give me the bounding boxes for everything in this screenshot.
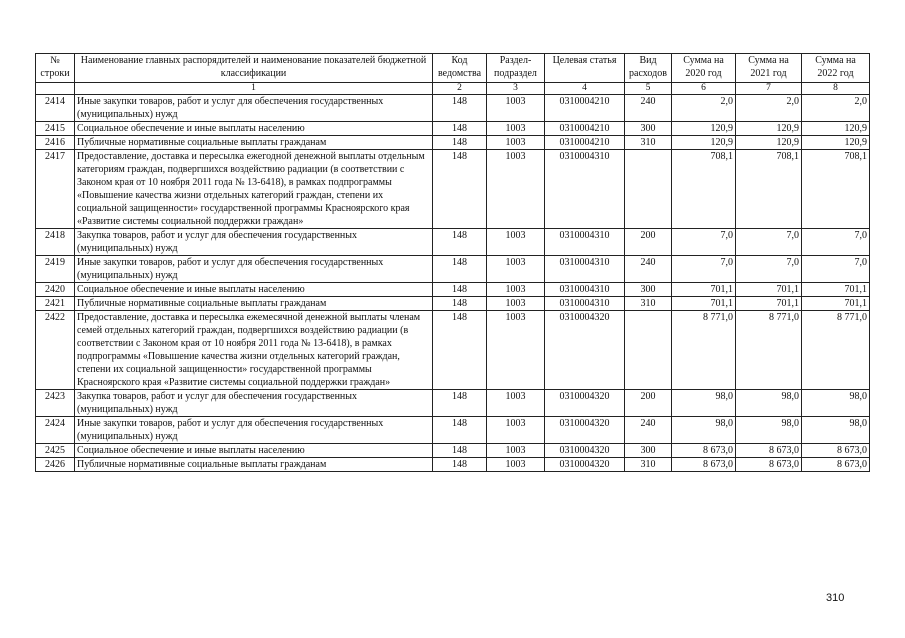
- row-expense-type: 300: [625, 122, 672, 136]
- row-target-article: 0310004210: [545, 95, 625, 122]
- header-row: [36, 54, 870, 83]
- row-sum-2022: 8 673,0: [802, 458, 870, 472]
- row-sum-2022: 98,0: [802, 417, 870, 444]
- row-expense-type: [625, 150, 672, 229]
- row-number: 2418: [36, 229, 75, 256]
- column-number: 2: [433, 83, 487, 95]
- row-section: 1003: [487, 95, 545, 122]
- row-expense-type: 200: [625, 229, 672, 256]
- row-sum-2020: 120,9: [672, 136, 736, 150]
- row-name: Социальное обеспечение и иные выплаты населению: [75, 444, 433, 458]
- table-row: [36, 122, 870, 136]
- row-sum-2021: 708,1: [736, 150, 802, 229]
- row-expense-type: 240: [625, 417, 672, 444]
- header-row-number: № строки: [36, 54, 75, 83]
- row-expense-type: 300: [625, 283, 672, 297]
- row-sum-2020: 98,0: [672, 390, 736, 417]
- row-section: 1003: [487, 256, 545, 283]
- row-number: 2419: [36, 256, 75, 283]
- row-name: Иные закупки товаров, работ и услуг для обеспечения государственных (муниципальных) нужд: [75, 256, 433, 283]
- column-number: 3: [487, 83, 545, 95]
- row-name: Социальное обеспечение и иные выплаты населению: [75, 122, 433, 136]
- row-sum-2021: 120,9: [736, 122, 802, 136]
- row-number: 2420: [36, 283, 75, 297]
- row-name: Иные закупки товаров, работ и услуг для обеспечения государственных (муниципальных) нужд: [75, 417, 433, 444]
- row-sum-2022: 7,0: [802, 229, 870, 256]
- row-department-code: 148: [433, 458, 487, 472]
- row-department-code: 148: [433, 311, 487, 390]
- row-name: Публичные нормативные социальные выплаты гражданам: [75, 136, 433, 150]
- column-number-row: [36, 83, 870, 95]
- row-sum-2022: 701,1: [802, 297, 870, 311]
- row-department-code: 148: [433, 136, 487, 150]
- header-sum-2020: Сумма на 2020 год: [672, 54, 736, 83]
- row-name: Предоставление, доставка и пересылка ежемесячной денежной выплаты членам семей отдельных категорий граждан, подвергшихся воздействию радиации (в соответствии с Законом края от 10 ноября 2011 года № 13-6418), в рамках подпрограммы «Повышение качества жизни отдельных категорий граждан, степени их социальной защищенности» государственной программы Красноярского края «Развитие системы социальной поддержки граждан»: [75, 311, 433, 390]
- table-row: [36, 256, 870, 283]
- row-sum-2020: 701,1: [672, 283, 736, 297]
- row-number: 2417: [36, 150, 75, 229]
- row-department-code: 148: [433, 417, 487, 444]
- table-row: [36, 150, 870, 229]
- row-expense-type: 310: [625, 458, 672, 472]
- row-department-code: 148: [433, 283, 487, 297]
- row-number: 2421: [36, 297, 75, 311]
- row-department-code: 148: [433, 256, 487, 283]
- row-sum-2020: 2,0: [672, 95, 736, 122]
- row-target-article: 0310004310: [545, 150, 625, 229]
- row-sum-2021: 2,0: [736, 95, 802, 122]
- row-sum-2022: 120,9: [802, 136, 870, 150]
- table-row: [36, 136, 870, 150]
- row-sum-2020: 7,0: [672, 256, 736, 283]
- row-number: 2425: [36, 444, 75, 458]
- header-expense-type: Вид расходов: [625, 54, 672, 83]
- row-sum-2022: 2,0: [802, 95, 870, 122]
- column-number: 4: [545, 83, 625, 95]
- column-number: 5: [625, 83, 672, 95]
- row-sum-2021: 98,0: [736, 417, 802, 444]
- header-sum-2022: Сумма на 2022 год: [802, 54, 870, 83]
- row-target-article: 0310004310: [545, 297, 625, 311]
- row-section: 1003: [487, 283, 545, 297]
- row-sum-2022: 708,1: [802, 150, 870, 229]
- row-expense-type: [625, 311, 672, 390]
- row-name: Социальное обеспечение и иные выплаты населению: [75, 283, 433, 297]
- row-target-article: 0310004210: [545, 136, 625, 150]
- row-section: 1003: [487, 229, 545, 256]
- row-department-code: 148: [433, 150, 487, 229]
- row-department-code: 148: [433, 297, 487, 311]
- row-department-code: 148: [433, 229, 487, 256]
- table-row: [36, 229, 870, 256]
- row-sum-2020: 8 771,0: [672, 311, 736, 390]
- row-sum-2022: 8 673,0: [802, 444, 870, 458]
- row-expense-type: 310: [625, 136, 672, 150]
- column-number: 7: [736, 83, 802, 95]
- row-section: 1003: [487, 458, 545, 472]
- header-name: Наименование главных распорядителей и наименование показателей бюджетной классификации: [75, 54, 433, 83]
- row-sum-2021: 8 673,0: [736, 458, 802, 472]
- row-sum-2020: 8 673,0: [672, 458, 736, 472]
- row-section: 1003: [487, 136, 545, 150]
- row-number: 2422: [36, 311, 75, 390]
- row-name: Публичные нормативные социальные выплаты гражданам: [75, 458, 433, 472]
- row-sum-2021: 120,9: [736, 136, 802, 150]
- row-target-article: 0310004210: [545, 122, 625, 136]
- row-sum-2021: 7,0: [736, 256, 802, 283]
- row-section: 1003: [487, 122, 545, 136]
- row-sum-2021: 7,0: [736, 229, 802, 256]
- row-name: Публичные нормативные социальные выплаты гражданам: [75, 297, 433, 311]
- column-number: [36, 83, 75, 95]
- row-section: 1003: [487, 297, 545, 311]
- row-target-article: 0310004320: [545, 444, 625, 458]
- table-body: [36, 95, 870, 472]
- header-department-code: Код ведомства: [433, 54, 487, 83]
- table-row: [36, 390, 870, 417]
- row-number: 2415: [36, 122, 75, 136]
- row-department-code: 148: [433, 122, 487, 136]
- row-section: 1003: [487, 444, 545, 458]
- row-sum-2020: 98,0: [672, 417, 736, 444]
- row-target-article: 0310004320: [545, 311, 625, 390]
- table-row: [36, 444, 870, 458]
- column-number: 1: [75, 83, 433, 95]
- row-name: Предоставление, доставка и пересылка ежегодной денежной выплаты отдельным категориям граждан, подвергшихся воздействию радиации (в соответствии с Законом края от 10 ноября 2011 года № 13-6418), в рамках подпрограммы «Повышение качества жизни отдельных категорий граждан, степени их социальной защищенности» государственной программы Красноярского края «Развитие системы социальной поддержки граждан»: [75, 150, 433, 229]
- header-sum-2021: Сумма на 2021 год: [736, 54, 802, 83]
- row-section: 1003: [487, 417, 545, 444]
- row-sum-2022: 98,0: [802, 390, 870, 417]
- row-name: Закупка товаров, работ и услуг для обеспечения государственных (муниципальных) нужд: [75, 390, 433, 417]
- row-target-article: 0310004320: [545, 390, 625, 417]
- page-number: 310: [826, 592, 845, 604]
- table-row: [36, 95, 870, 122]
- table-row: [36, 283, 870, 297]
- row-sum-2022: 8 771,0: [802, 311, 870, 390]
- row-sum-2020: 8 673,0: [672, 444, 736, 458]
- row-target-article: 0310004310: [545, 256, 625, 283]
- row-sum-2020: 701,1: [672, 297, 736, 311]
- header-section: Раздел-подраздел: [487, 54, 545, 83]
- budget-table: [35, 53, 870, 472]
- row-department-code: 148: [433, 390, 487, 417]
- row-expense-type: 200: [625, 390, 672, 417]
- row-sum-2021: 8 673,0: [736, 444, 802, 458]
- table-row: [36, 311, 870, 390]
- table-row: [36, 458, 870, 472]
- row-department-code: 148: [433, 444, 487, 458]
- row-sum-2022: 7,0: [802, 256, 870, 283]
- table-row: [36, 297, 870, 311]
- row-number: 2416: [36, 136, 75, 150]
- row-sum-2020: 120,9: [672, 122, 736, 136]
- row-section: 1003: [487, 311, 545, 390]
- row-target-article: 0310004320: [545, 417, 625, 444]
- row-sum-2021: 701,1: [736, 283, 802, 297]
- row-sum-2020: 708,1: [672, 150, 736, 229]
- table-row: [36, 417, 870, 444]
- row-expense-type: 310: [625, 297, 672, 311]
- row-section: 1003: [487, 150, 545, 229]
- row-number: 2414: [36, 95, 75, 122]
- row-sum-2021: 701,1: [736, 297, 802, 311]
- column-number: 6: [672, 83, 736, 95]
- row-sum-2022: 701,1: [802, 283, 870, 297]
- row-section: 1003: [487, 390, 545, 417]
- row-name: Иные закупки товаров, работ и услуг для обеспечения государственных (муниципальных) нужд: [75, 95, 433, 122]
- row-name: Закупка товаров, работ и услуг для обеспечения государственных (муниципальных) нужд: [75, 229, 433, 256]
- row-expense-type: 240: [625, 256, 672, 283]
- column-number: 8: [802, 83, 870, 95]
- row-target-article: 0310004310: [545, 283, 625, 297]
- row-target-article: 0310004310: [545, 229, 625, 256]
- row-target-article: 0310004320: [545, 458, 625, 472]
- row-number: 2426: [36, 458, 75, 472]
- row-sum-2021: 8 771,0: [736, 311, 802, 390]
- header-target-article: Целевая статья: [545, 54, 625, 83]
- row-expense-type: 240: [625, 95, 672, 122]
- row-sum-2020: 7,0: [672, 229, 736, 256]
- row-sum-2021: 98,0: [736, 390, 802, 417]
- row-department-code: 148: [433, 95, 487, 122]
- row-sum-2022: 120,9: [802, 122, 870, 136]
- row-number: 2424: [36, 417, 75, 444]
- row-expense-type: 300: [625, 444, 672, 458]
- row-number: 2423: [36, 390, 75, 417]
